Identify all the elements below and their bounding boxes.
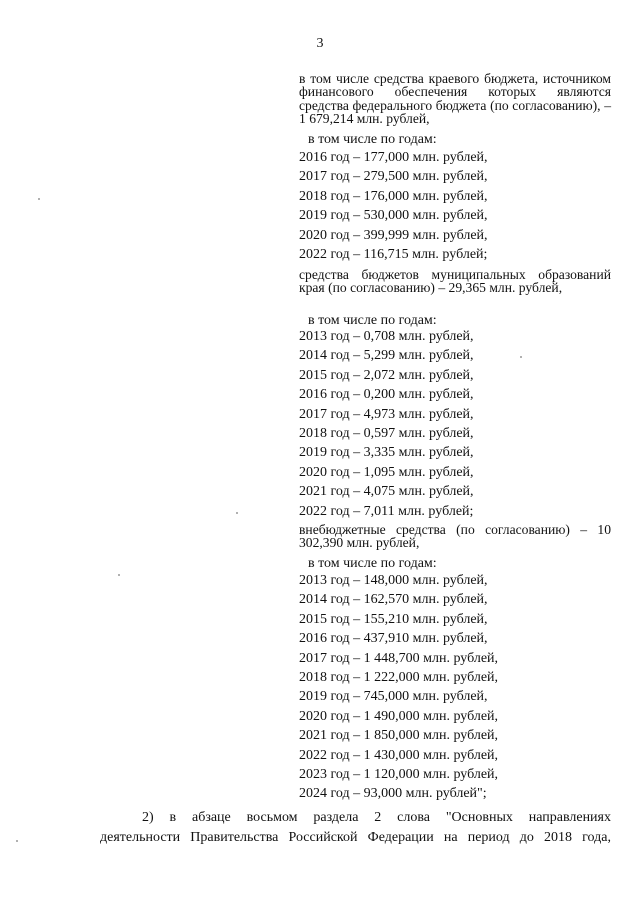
year-item: 2020 год – 399,999 млн. рублей, (299, 227, 488, 243)
extrabudgetary-funds-subheading: в том числе по годам: (308, 556, 437, 571)
year-item: 2019 год – 530,000 млн. рублей, (299, 208, 488, 224)
year-item: 2024 год – 93,000 млн. рублей"; (299, 786, 487, 802)
year-item: 2018 год – 1 222,000 млн. рублей, (299, 669, 499, 685)
amendment-line-2: деятельности Правительства Российской Федерации на период до 2018 года, (100, 830, 611, 845)
year-item: 2014 год – 5,299 млн. рублей, (299, 348, 474, 364)
year-item: 2019 год – 745,000 млн. рублей, (299, 689, 488, 705)
federal-funds-subheading: в том числе по годам: (308, 132, 437, 147)
year-item: 2022 год – 7,011 млн. рублей; (299, 503, 474, 519)
amendment-paragraph (100, 808, 611, 848)
year-item: 2015 год – 2,072 млн. рублей, (299, 367, 474, 383)
year-item: 2021 год – 1 850,000 млн. рублей, (299, 728, 499, 744)
year-item: 2023 год – 1 120,000 млн. рублей, (299, 766, 499, 782)
year-item: 2016 год – 177,000 млн. рублей, (299, 150, 488, 165)
federal-funds-paragraph: в том числе средства краевого бюджета, источником финансового обеспечения которых являются средства федерального бюджета (по согласованию), – 1 679,214 млн. рублей, (299, 71, 611, 127)
extrabudgetary-funds-paragraph: внебюджетные средства (по согласованию) – 10 302,390 млн. рублей, (299, 522, 611, 551)
year-item: 2020 год – 1,095 млн. рублей, (299, 464, 474, 480)
year-item: 2021 год – 4,075 млн. рублей, (299, 484, 474, 500)
municipal-funds-paragraph: средства бюджетов муниципальных образований края (по согласованию) – 29,365 млн. рублей, (299, 267, 611, 296)
scan-speck (520, 356, 522, 358)
scan-speck (16, 840, 18, 842)
municipal-funds-year-list (299, 327, 611, 521)
page-number: 3 (316, 36, 324, 51)
scan-speck (236, 512, 238, 514)
year-item: 2019 год – 3,335 млн. рублей, (299, 445, 474, 461)
year-item: 2017 год – 1 448,700 млн. рублей, (299, 650, 499, 666)
year-item: 2017 год – 4,973 млн. рублей, (299, 406, 474, 422)
year-item: 2013 год – 148,000 млн. рублей, (299, 573, 488, 588)
financing-column (299, 71, 611, 802)
year-item: 2015 год – 155,210 млн. рублей, (299, 611, 488, 627)
extrabudgetary-funds-year-list (299, 571, 611, 804)
year-item: 2018 год – 0,597 млн. рублей, (299, 425, 474, 441)
year-item: 2016 год – 437,910 млн. рублей, (299, 631, 488, 647)
year-item: 2022 год – 116,715 млн. рублей; (299, 246, 488, 262)
scan-speck (38, 198, 40, 200)
year-item: 2017 год – 279,500 млн. рублей, (299, 169, 488, 185)
year-item: 2013 год – 0,708 млн. рублей, (299, 329, 474, 344)
year-item: 2020 год – 1 490,000 млн. рублей, (299, 708, 499, 724)
amendment-line-1: 2) в абзаце восьмом раздела 2 слова "Основных направлениях (142, 810, 611, 825)
year-item: 2018 год – 176,000 млн. рублей, (299, 188, 488, 204)
federal-funds-year-list (299, 148, 611, 264)
year-item: 2022 год – 1 430,000 млн. рублей, (299, 747, 499, 763)
municipal-funds-subheading: в том числе по годам: (308, 313, 437, 328)
scan-speck (118, 574, 120, 576)
year-item: 2014 год – 162,570 млн. рублей, (299, 592, 488, 608)
year-item: 2016 год – 0,200 млн. рублей, (299, 387, 474, 403)
